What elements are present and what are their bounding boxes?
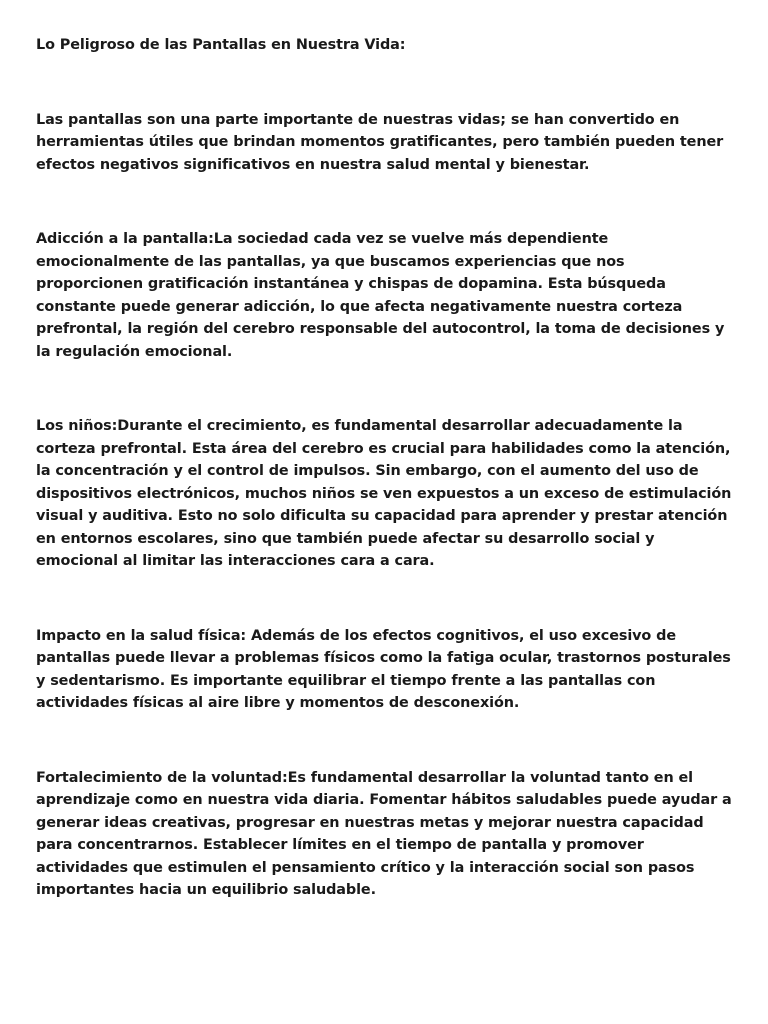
intro-paragraph: Las pantallas son una parte importante de nuestras vidas; se han convertido en herramientas útiles que brindan momentos gratificantes, pero también pueden tener efectos negativos significativos en nuestra salud mental y bienestar. <box>36 111 724 173</box>
spacer <box>36 363 736 415</box>
spacer <box>36 57 736 109</box>
spacer <box>36 176 736 228</box>
spacer <box>36 715 736 767</box>
spacer <box>36 573 736 625</box>
physical-health-paragraph: Impacto en la salud física: Además de los efectos cognitivos, el uso excesivo de pantallas puede llevar a problemas físicos como la fatiga ocular, trastornos posturales y sedentarismo. Es importante equilibrar el tiempo frente a las pantallas con actividades físicas al aire libre y momentos de desconexión. <box>36 627 731 711</box>
screen-addiction-paragraph: Adicción a la pantalla:La sociedad cada vez se vuelve más dependiente emocionalmente de las pantallas, ya que buscamos experiencias que nos proporcionen gratificación instantánea y chispas de dopamina. Esta búsqueda constante puede generar adicción, lo que afecta negativamente nuestra corteza prefrontal, la región del cerebro responsable del autocontrol, la toma de decisiones y la regulación emocional. <box>36 231 725 360</box>
willpower-paragraph: Fortalecimiento de la voluntad:Es fundamental desarrollar la voluntad tanto en el aprendizaje como en nuestra vida diaria. Fomentar hábitos saludables puede ayudar a generar ideas creativas, progresar en nuestras metas y mejorar nuestra capacidad para concentrarnos. Establecer límites en el tiempo de pantalla y promover actividades que estimulen el pensamiento crítico y la interacción social son pasos importantes hacia un equilibrio saludable. <box>36 769 732 898</box>
children-paragraph: Los niños:Durante el crecimiento, es fundamental desarrollar adecuadamente la corteza prefrontal. Esta área del cerebro es crucial para habilidades como la atención, la concentración y el control de impulsos. Sin embargo, con el aumento del uso de dispositivos electrónicos, muchos niños se ven expuestos a un exceso de estimulación visual y auditiva. Esto no solo dificulta su capacidad para aprender y prestar atención en entornos escolares, sino que también puede afectar su desarrollo social y emocional al limitar las interacciones cara a cara. <box>36 418 732 569</box>
document-page <box>36 34 736 902</box>
document-title: Lo Peligroso de las Pantallas en Nuestra Vida: <box>36 37 406 53</box>
